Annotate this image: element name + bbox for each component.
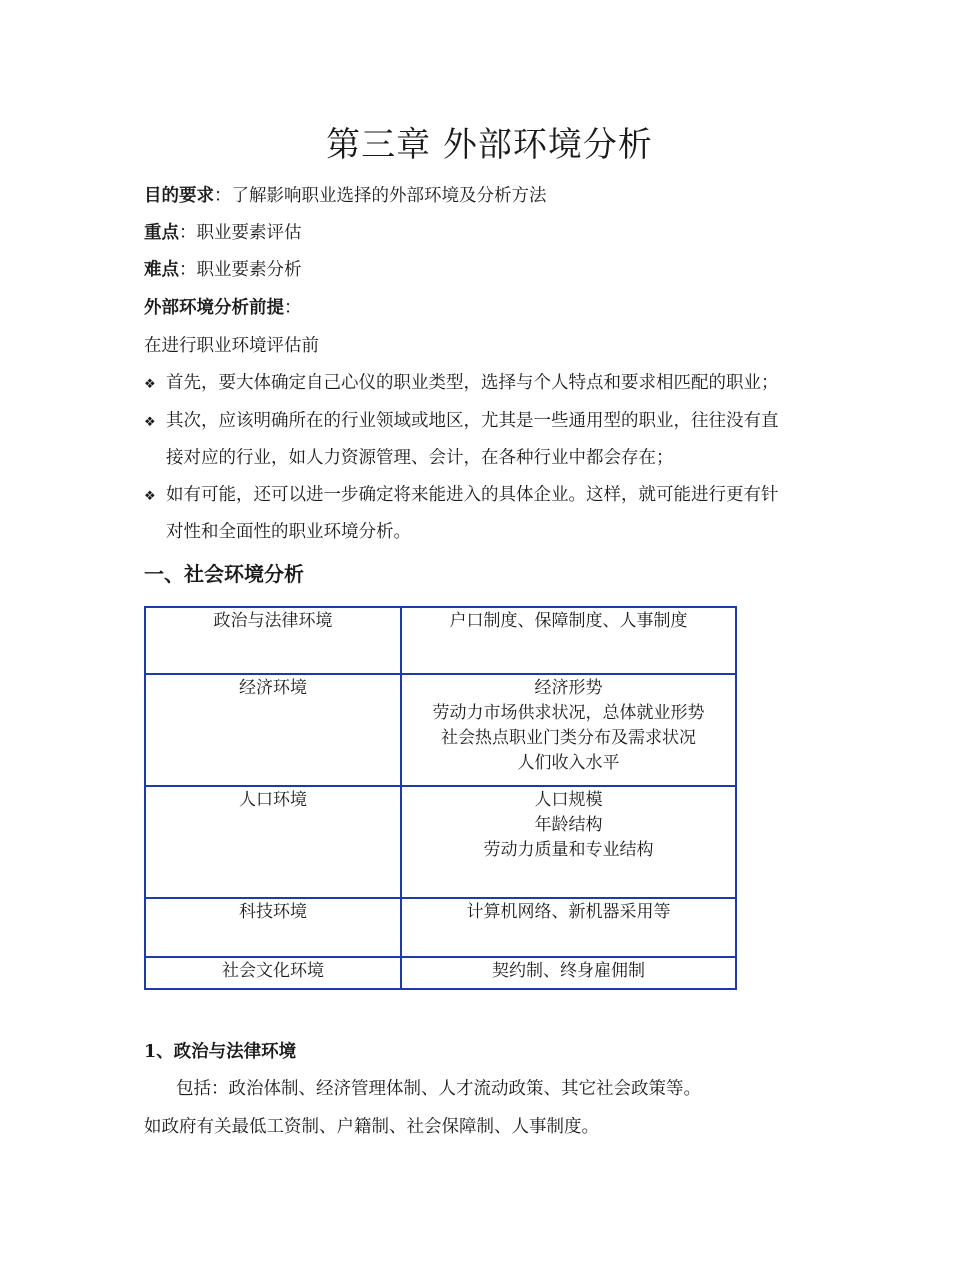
table-cell-items: 契约制、终身雇佣制 — [401, 957, 736, 989]
table-cell-items: 户口制度、保障制度、人事制度 — [401, 607, 736, 674]
difficulty-text: ：职业要素分析 — [179, 260, 302, 280]
diamond-bullet-icon: ❖ — [144, 415, 156, 430]
diamond-bullet-icon: ❖ — [144, 489, 156, 504]
intro-text: 在进行职业环境评估前 — [144, 336, 319, 356]
bullet-line: 接对应的行业，如人力资源管理、会计，在各种行业中都会存在； — [166, 448, 674, 468]
bullet-line: 如有可能，还可以进一步确定将来能进入的具体企业。这样，就可能进行更有针 — [166, 485, 779, 505]
goal-text: ：了解影响职业选择的外部环境及分析方法 — [214, 186, 547, 206]
table-cell-items: 经济形势 劳动力市场供求状况，总体就业形势 社会热点职业门类分布及需求状况 人们收入水平 — [401, 674, 736, 786]
page-title: 第三章 外部环境分析 — [326, 125, 653, 165]
table-row — [145, 674, 736, 786]
premise-line — [144, 296, 302, 320]
table-row — [145, 607, 736, 674]
sub-heading: 1、政治与法律环境 — [144, 1042, 297, 1062]
premise-text: ： — [284, 298, 302, 318]
table-cell-category: 政治与法律环境 — [145, 607, 401, 674]
bullet-item — [144, 409, 779, 435]
table-row — [145, 786, 736, 898]
premise-label: 外部环境分析前提 — [144, 298, 284, 318]
goal-label: 目的要求 — [144, 186, 214, 206]
table-cell-items: 计算机网络、新机器采用等 — [401, 898, 736, 957]
diamond-bullet-icon: ❖ — [144, 377, 156, 392]
key-point-label: 重点 — [144, 223, 179, 243]
section-heading: 一、社会环境分析 — [144, 562, 304, 586]
key-point-text: ：职业要素评估 — [179, 223, 302, 243]
table-row — [145, 957, 736, 989]
table-cell-category: 经济环境 — [145, 674, 401, 786]
bullet-line: 其次，应该明确所在的行业领域或地区，尤其是一些通用型的职业，往往没有直 — [166, 411, 779, 431]
table-cell-category: 人口环境 — [145, 786, 401, 898]
table-cell-items: 人口规模 年龄结构 劳动力质量和专业结构 — [401, 786, 736, 898]
bullet-line: 对性和全面性的职业环境分析。 — [166, 522, 411, 542]
bullet-item — [144, 371, 779, 397]
goal-line — [144, 184, 547, 208]
key-point-line — [144, 221, 302, 245]
paragraph: 如政府有关最低工资制、户籍制、社会保障制、人事制度。 — [144, 1117, 599, 1137]
paragraph: 包括：政治体制、经济管理体制、人才流动政策、其它社会政策等。 — [176, 1079, 701, 1099]
table-row — [145, 898, 736, 957]
bullet-line: 首先，要大体确定自己心仪的职业类型，选择与个人特点和要求相匹配的职业； — [166, 373, 779, 393]
table-cell-category: 科技环境 — [145, 898, 401, 957]
difficulty-label: 难点 — [144, 260, 179, 280]
difficulty-line — [144, 258, 302, 282]
bullet-item — [144, 483, 779, 509]
table-cell-category: 社会文化环境 — [145, 957, 401, 989]
social-environment-table — [144, 606, 737, 990]
